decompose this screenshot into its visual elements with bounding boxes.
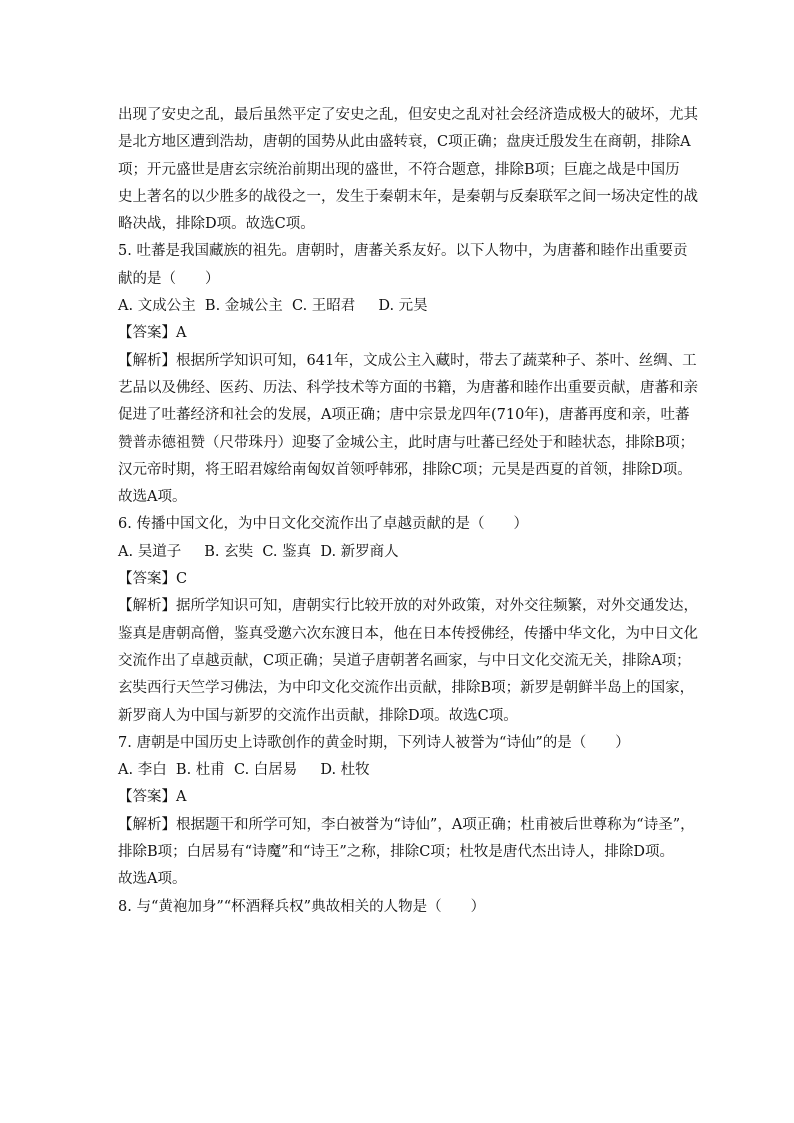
question-5-analysis: 促进了吐蕃经济和社会的发展，A项正确；唐中宗景龙四年(710年)，唐蕃再度和亲，吐蕃: [118, 407, 690, 424]
question-5-analysis: 赞普赤德祖赞（尺带珠丹）迎娶了金城公主，此时唐与吐蕃已经处于和睦状态，排除B项；: [118, 434, 695, 451]
question-7-options: A. 李白 B. 杜甫 C. 白居易 D. 杜牧: [118, 762, 370, 779]
question-6-analysis: 玄奘西行天竺学习佛法，为中印文化交流作出贡献，排除B项；新罗是朝鲜半岛上的国家，: [118, 680, 695, 697]
question-7-analysis: 【解析】根据题干和所学可知，李白被誉为“诗仙”，A项正确；杜甫被后世尊称为“诗圣”，: [118, 816, 695, 833]
text-line: 出现了安史之乱，最后虽然平定了安史之乱，但安史之乱对社会经济造成极大的破坏，尤其: [118, 107, 698, 123]
question-5-stem: 5. 吐蕃是我国藏族的祖先。唐朝时，唐蕃关系友好。以下人物中，为唐蕃和睦作出重要贡: [118, 243, 688, 260]
question-5-analysis: 汉元帝时期，将王昭君嫁给南匈奴首领呼韩邪，排除C项；元昊是西夏的首领，排除D项。: [118, 461, 692, 478]
document-body: [118, 102, 698, 921]
text-line: 史上著名的以少胜多的战役之一，发生于秦朝末年，是秦朝与反秦联军之间一场决定性的战: [118, 188, 698, 205]
question-6-analysis: 交流作出了卓越贡献，C项正确；吴道子唐朝著名画家，与中日文化交流无关，排除A项；: [118, 652, 691, 669]
question-6-stem: 6. 传播中国文化，为中日文化交流作出了卓越贡献的是（ ）: [118, 516, 528, 533]
question-6-options: A. 吴道子 B. 玄奘 C. 鉴真 D. 新罗商人: [118, 543, 399, 560]
question-5-analysis: 故选A项。: [118, 489, 187, 506]
question-5-analysis: 【解析】根据所学知识可知，641年，文成公主入藏时，带去了蔬菜种子、茶叶、丝绸、工: [118, 352, 697, 369]
question-6-analysis: 鉴真是唐朝高僧，鉴真受邀六次东渡日本，他在日本传授佛经，传播中华文化，为中日文化: [118, 625, 698, 642]
question-5-answer: 【答案】A: [118, 325, 187, 342]
question-6-analysis: 【解析】据所学知识可知，唐朝实行比较开放的对外政策，对外交往频繁，对外交通发达，: [118, 598, 698, 615]
question-5-options: A. 文成公主 B. 金城公主 C. 王昭君 D. 元昊: [118, 298, 428, 315]
text-line: 是北方地区遭到浩劫，唐朝的国势从此由盛转衰，C项正确；盘庚迁殷发生在商朝，排除A: [118, 134, 691, 151]
question-7-analysis: 故选A项。: [118, 871, 187, 888]
question-7-analysis: 排除B项；白居易有“诗魔”和“诗王”之称，排除C项；杜牧是唐代杰出诗人，排除D项。: [118, 844, 675, 861]
question-5-analysis: 艺品以及佛经、医药、历法、科学技术等方面的书籍，为唐蕃和睦作出重要贡献，唐蕃和亲: [118, 379, 698, 396]
question-6-answer: 【答案】C: [118, 571, 188, 588]
question-7-stem: 7. 唐朝是中国历史上诗歌创作的黄金时期，下列诗人被誉为“诗仙”的是（ ）: [118, 734, 630, 751]
question-8-stem: 8. 与“黄袍加身”“杯酒释兵权”典故相关的人物是（ ）: [118, 898, 486, 915]
text-line: 略决战，排除D项。故选C项。: [118, 216, 315, 233]
question-7-answer: 【答案】A: [118, 789, 187, 806]
question-6-analysis: 新罗商人为中国与新罗的交流作出贡献，排除D项。故选C项。: [118, 707, 518, 724]
question-5-stem: 献的是（ ）: [118, 270, 220, 287]
text-line: 项；开元盛世是唐玄宗统治前期出现的盛世，不符合题意，排除B项；巨鹿之战是中国历: [118, 161, 680, 178]
